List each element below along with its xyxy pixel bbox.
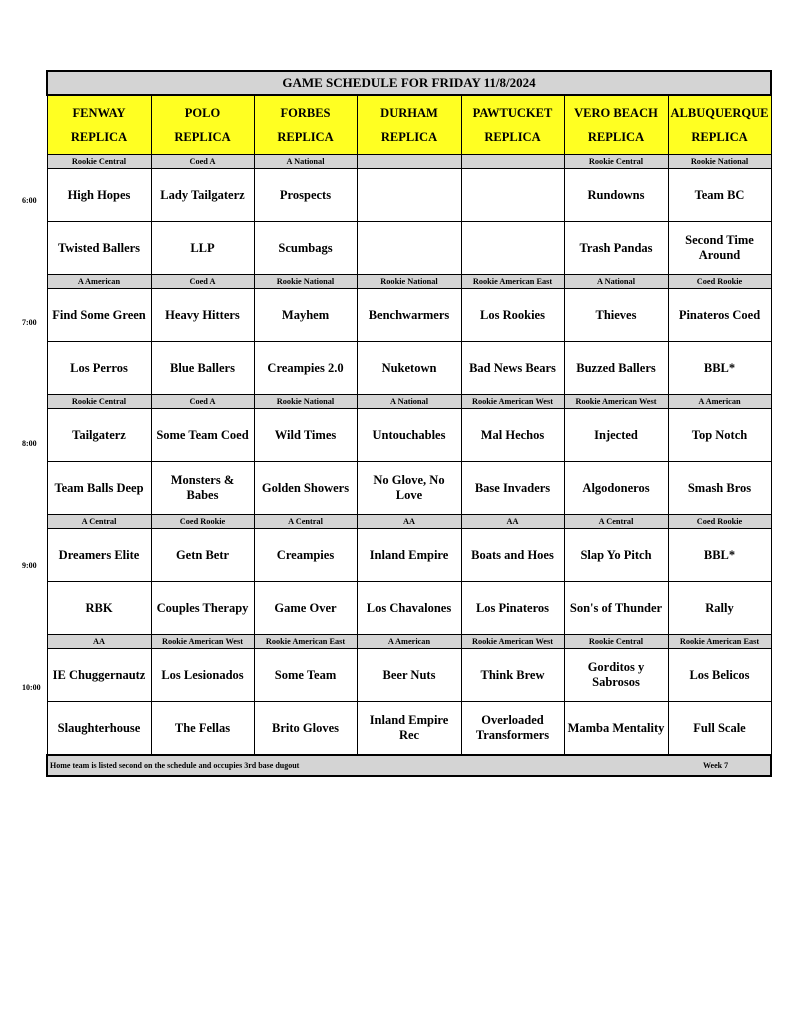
schedule-title: GAME SCHEDULE FOR FRIDAY 11/8/2024 <box>47 71 771 95</box>
division-label: Rookie American West <box>461 395 564 409</box>
away-team-cell: Some Team <box>254 649 357 702</box>
venue-subtitle: REPLICA <box>484 130 541 144</box>
venue-name: ALBUQUERQUE <box>670 106 769 120</box>
division-label <box>461 155 564 169</box>
division-label: A American <box>357 635 461 649</box>
home-team-cell: LLP <box>151 222 254 275</box>
division-label: AA <box>461 515 564 529</box>
home-team-cell: Inland Empire Rec <box>357 702 461 756</box>
time-slot-label: 9:00 <box>22 561 37 570</box>
division-label: Rookie American West <box>151 635 254 649</box>
division-row <box>47 275 771 289</box>
division-row <box>47 635 771 649</box>
away-team-cell: Injected <box>564 409 668 462</box>
away-team-cell: Top Notch <box>668 409 771 462</box>
division-label <box>357 155 461 169</box>
time-slot-label: 10:00 <box>22 683 41 692</box>
division-label: Coed Rookie <box>668 515 771 529</box>
venue-subtitle: REPLICA <box>174 130 231 144</box>
venue-header <box>564 95 668 155</box>
away-team-cell: Some Team Coed <box>151 409 254 462</box>
venue-name: DURHAM <box>380 106 438 120</box>
home-team-row <box>47 462 771 515</box>
venue-header <box>357 95 461 155</box>
division-label: Rookie American East <box>461 275 564 289</box>
venue-name: FENWAY <box>72 106 126 120</box>
away-team-cell: Creampies <box>254 529 357 582</box>
away-team-row <box>47 409 771 462</box>
home-team-cell: RBK <box>47 582 151 635</box>
division-label: Rookie Central <box>47 155 151 169</box>
division-label: Rookie National <box>254 275 357 289</box>
away-team-cell: Beer Nuts <box>357 649 461 702</box>
home-team-cell: Game Over <box>254 582 357 635</box>
footer-cell <box>47 755 771 776</box>
division-label: A Central <box>47 515 151 529</box>
away-team-cell: Lady Tailgaterz <box>151 169 254 222</box>
division-label: A National <box>357 395 461 409</box>
home-team-cell: Overloaded Transformers <box>461 702 564 756</box>
away-team-cell: Think Brew <box>461 649 564 702</box>
away-team-cell: Los Rookies <box>461 289 564 342</box>
home-team-cell: Los Chavalones <box>357 582 461 635</box>
venue-name: POLO <box>184 106 221 120</box>
away-team-cell <box>357 169 461 222</box>
home-team-cell: Couples Therapy <box>151 582 254 635</box>
division-label: A American <box>47 275 151 289</box>
away-team-row <box>47 649 771 702</box>
division-label: Rookie National <box>357 275 461 289</box>
home-team-cell: The Fellas <box>151 702 254 756</box>
division-label: AA <box>47 635 151 649</box>
home-team-cell: Nuketown <box>357 342 461 395</box>
home-team-cell: Golden Showers <box>254 462 357 515</box>
division-row <box>47 515 771 529</box>
away-team-cell: Slap Yo Pitch <box>564 529 668 582</box>
division-label: A Central <box>564 515 668 529</box>
schedule-grid <box>46 70 770 777</box>
home-team-cell: Mamba Mentality <box>564 702 668 756</box>
away-team-cell: Benchwarmers <box>357 289 461 342</box>
schedule-table <box>46 70 772 777</box>
away-team-cell: Pinateros Coed <box>668 289 771 342</box>
away-team-cell: Mayhem <box>254 289 357 342</box>
venue-header <box>668 95 771 155</box>
away-team-cell: Boats and Hoes <box>461 529 564 582</box>
venue-subtitle: REPLICA <box>277 130 334 144</box>
footer-row <box>47 755 771 776</box>
home-team-cell: Full Scale <box>668 702 771 756</box>
away-team-cell: Gorditos y Sabrosos <box>564 649 668 702</box>
title-row <box>47 71 771 95</box>
home-team-cell: Base Invaders <box>461 462 564 515</box>
home-team-cell: Rally <box>668 582 771 635</box>
venue-subtitle: REPLICA <box>380 130 438 144</box>
venue-subtitle: REPLICA <box>587 130 645 144</box>
away-team-cell: Untouchables <box>357 409 461 462</box>
home-team-cell: Buzzed Ballers <box>564 342 668 395</box>
division-label: Rookie American West <box>564 395 668 409</box>
time-slot-label: 6:00 <box>22 196 37 205</box>
venue-header-row <box>47 95 771 155</box>
home-team-cell: No Glove, No Love <box>357 462 461 515</box>
home-team-cell: Algodoneros <box>564 462 668 515</box>
home-team-cell: Smash Bros <box>668 462 771 515</box>
home-team-cell: Team Balls Deep <box>47 462 151 515</box>
away-team-cell: Dreamers Elite <box>47 529 151 582</box>
division-label: Rookie Central <box>47 395 151 409</box>
home-team-cell: Brito Gloves <box>254 702 357 756</box>
away-team-cell: Inland Empire <box>357 529 461 582</box>
venue-header <box>151 95 254 155</box>
away-team-cell: Los Lesionados <box>151 649 254 702</box>
home-team-cell: Blue Ballers <box>151 342 254 395</box>
home-team-cell: BBL* <box>668 342 771 395</box>
division-label: Rookie American East <box>668 635 771 649</box>
division-label: AA <box>357 515 461 529</box>
venue-subtitle: REPLICA <box>70 130 128 144</box>
home-team-cell <box>461 222 564 275</box>
division-label: Rookie Central <box>564 155 668 169</box>
division-row <box>47 155 771 169</box>
division-label: A National <box>564 275 668 289</box>
away-team-row <box>47 289 771 342</box>
home-team-cell: Second Time Around <box>668 222 771 275</box>
away-team-row <box>47 169 771 222</box>
division-label: Rookie National <box>254 395 357 409</box>
venue-subtitle: REPLICA <box>691 130 748 144</box>
away-team-cell: Wild Times <box>254 409 357 462</box>
away-team-cell: Find Some Green <box>47 289 151 342</box>
away-team-cell: BBL* <box>668 529 771 582</box>
venue-name: FORBES <box>280 106 331 120</box>
away-team-cell: Team BC <box>668 169 771 222</box>
away-team-cell: Getn Betr <box>151 529 254 582</box>
division-label: Rookie National <box>668 155 771 169</box>
home-team-cell: Creampies 2.0 <box>254 342 357 395</box>
home-team-row <box>47 222 771 275</box>
home-team-row <box>47 702 771 756</box>
venue-header <box>47 95 151 155</box>
home-team-cell <box>357 222 461 275</box>
away-team-cell: Los Belicos <box>668 649 771 702</box>
division-label: Rookie Central <box>564 635 668 649</box>
away-team-cell <box>461 169 564 222</box>
division-row <box>47 395 771 409</box>
away-team-row <box>47 529 771 582</box>
division-label: Rookie American East <box>254 635 357 649</box>
division-label: Coed Rookie <box>668 275 771 289</box>
home-team-row <box>47 342 771 395</box>
home-team-row <box>47 582 771 635</box>
division-label: A Central <box>254 515 357 529</box>
home-team-cell: Son's of Thunder <box>564 582 668 635</box>
division-label: Rookie American West <box>461 635 564 649</box>
away-team-cell: Rundowns <box>564 169 668 222</box>
division-label: Coed A <box>151 155 254 169</box>
away-team-cell: Heavy Hitters <box>151 289 254 342</box>
away-team-cell: IE Chuggernautz <box>47 649 151 702</box>
away-team-cell: Mal Hechos <box>461 409 564 462</box>
division-label: Coed A <box>151 395 254 409</box>
division-label: A American <box>668 395 771 409</box>
division-label: A National <box>254 155 357 169</box>
home-team-cell: Slaughterhouse <box>47 702 151 756</box>
time-slot-label: 8:00 <box>22 439 37 448</box>
time-slot-label: 7:00 <box>22 318 37 327</box>
division-label: Coed A <box>151 275 254 289</box>
venue-header <box>461 95 564 155</box>
home-team-cell: Trash Pandas <box>564 222 668 275</box>
away-team-cell: Tailgaterz <box>47 409 151 462</box>
away-team-cell: Prospects <box>254 169 357 222</box>
division-label: Coed Rookie <box>151 515 254 529</box>
week-label: Week 7 <box>703 761 729 770</box>
home-team-note: Home team is listed second on the schedule and occupies 3rd base dugout <box>50 761 300 770</box>
home-team-cell: Bad News Bears <box>461 342 564 395</box>
home-team-cell: Los Perros <box>47 342 151 395</box>
home-team-cell: Monsters & Babes <box>151 462 254 515</box>
home-team-cell: Scumbags <box>254 222 357 275</box>
venue-name: VERO BEACH <box>574 106 658 120</box>
venue-header <box>254 95 357 155</box>
home-team-cell: Twisted Ballers <box>47 222 151 275</box>
away-team-cell: High Hopes <box>47 169 151 222</box>
away-team-cell: Thieves <box>564 289 668 342</box>
venue-name: PAWTUCKET <box>472 106 553 120</box>
home-team-cell: Los Pinateros <box>461 582 564 635</box>
